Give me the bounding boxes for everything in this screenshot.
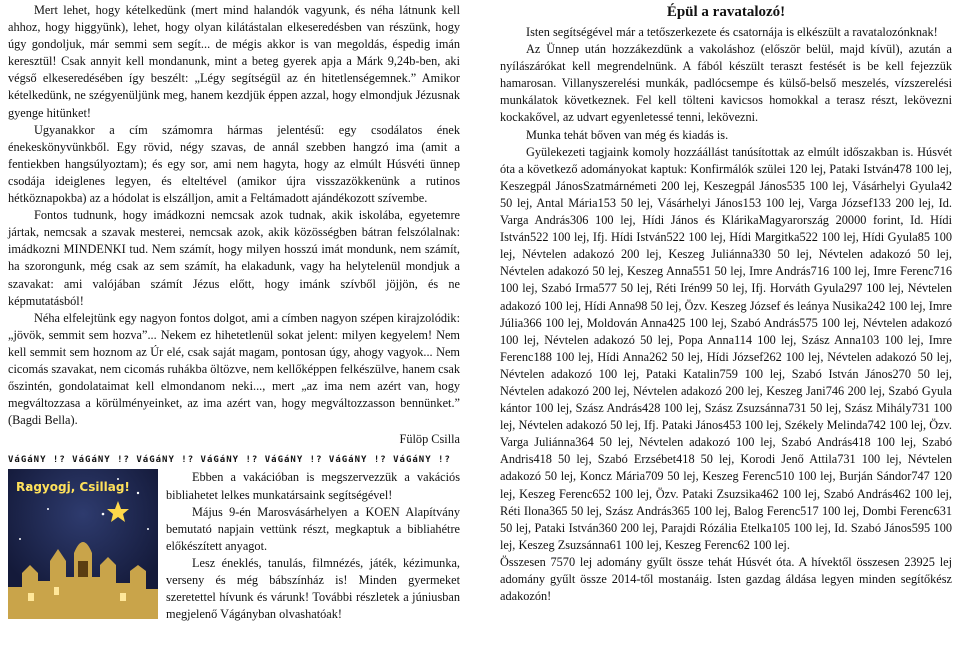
paragraph-title-meaning: Ugyanakkor a cím számomra hármas jelentésű: egy csodálatos ének énekeskönyvünkből. Egy rövid, négy szavas, de annál szebben hangzó ima (amit a fentiekben hangsúlyoztam); és egy sor, ami nem hagyta, hogy az elmúlt Húsvéti ünnep csodája ideiglenes legyen, és elteltével (amikor újra visszazökkenünk a rutinos hétköznapokba) az a hódolat is elszálljon, amit a Feltámadott ajándékozott szívembe. [8,122,460,206]
paragraph-bringing-nothing: Néha elfelejtünk egy nagyon fontos dolgot, ami a címben nagyon szépen kirajzolódik: „jövök, semmit sem hozva”... Nekem ez hihetetlenül sokat jelent: milyen kegyelem! Nem kell semmit sem hoznom az Úr elé, csak saját magam, pontosan úgy, ahogy vagyok... Nem cicomás szavakat, nem cicomás ruhákba öltözve, nem kellőképpen felkészülve, hanem csak őszintén, gondolataimat kell elmondanom neki..., mert „az ima nem azért van, hogy megváltozzasa a körülményeinket, az ima azért van, hogy megváltozzasson bennünket.” (Bagdi Bella). [8,310,460,428]
vagany-banner-strip: VáGáNY !? VáGáNY !? VáGáNY !? VáGáNY !? VáGáNY !? VáGáNY !? VáGáNY !? [8,455,451,466]
paragraph-donations: Gyülekezeti tagjaink komoly hozzáállást tanúsítottak az elmúlt időszakban is. Húsvét óta a következő adományokat kaptuk: Konfirmálók szülei 120 lej, Pataki István478 100 lej, Keszegpál JánosSzatmárnémeti 200 lej, Keszegpál János535 100 lej, Vásárhelyi Gyula42 50 lej, Antal Mária153 50 lej, Vásárhelyi János153 100 lej, Varga József133 200 lej, Id. Varga András306 100 lej, Hídi János és KlárikaMagyarország 20000 forint, Id. Hídi István522 100 lej, Ifj. Hídi István522 100 lej, Hídi Margitka522 100 lej, Hídi Gyula85 100 lej, Névtelen adakozó 200 lej, Keszeg Juliánna330 50 lej, Névtelen adakozó 50 lej, Névtelen adakozó 50 lej, Keszeg Anna551 50 lej, Imre András716 100 lej, Imre Ferenc716 100 lej, Szabó Irma577 50 lej, Réti Irén99 50 lej, Ifj. Horváth Gyula297 100 lej, Névtelen adakozó 100 lej, Hídi Anna98 50 lej, Özv. Keszeg József és leánya Nusika242 100 lej, Imre Júlia366 100 lej, Moldován Anna425 100 lej, Szabó András575 100 lej, Névtelen adakozó 100 lej, Névtelen adakozó 50 lej, Popa Anna114 100 lej, Szász Anna103 100 lej, Imre Ferenc188 100 lej, Hídi Anna262 50 lej, Hídi József262 100 lej, Névtelen adakozó 50 lej, Névtelen adakozó 100 lej, Pataki Katalin759 100 lej, Szabó István János270 50 lej, Névtelen adakozó 200 lej, Névtelen adakozó 200 lej, Keszeg Jani746 200 lej, Szabó Gyula kántor 100 lej, Szász András428 100 lej, Szász Zsuzsánna731 50 lej, Szász Mihály731 100 lej, Névtelen adakozó 50 lej, Ifj. Pataki János453 100 lej, Székely Melinda742 100 lej, Özv. Varga Juliánna364 50 lej, Névtelen adakozó 100 lej, Szabó András418 100 lej, Szabó Andris418 50 lej, Szabó Erzsébet418 50 lej, Korodi Jenő Attila731 100 lej, Névtelen adakozó 50 lej, Koncz Mária709 50 lej, Keszeg Ferenc510 100 lej, Burján Sándor747 120 lej, Keszeg Ferenc652 100 lej, Özv. Pataki Zsuzsika462 100 lej, Szabó András462 100 lej, Réti Ilona365 50 lej, Szász András365 100 lej, Balog Ferenc517 100 lej, Dombi Ferenc631 50 lej, Pataki István360 200 lej, Parajdi Rózália Etelka105 100 lej, Id. Szabó János595 100 lej, Keszeg Zsuzsánna61 100 lej, Keszeg Ferenc62 100 lej. [500,144,952,552]
author-signature: Fülöp Csilla [399,432,460,447]
right-column [500,2,952,605]
paragraph-vacation-bible-week: Ebben a vakációban is megszervezzük a vakációs bibliahetet lelkes munkatársaink segítségével! [166,470,460,502]
ragyogj-csillag-illustration [8,469,158,619]
paragraph-koen-foundation: Május 9-én Marosvásárhelyen a KOEN Alapítvány bemutató napjain vettünk részt, megkaptuk a bibliahétre előkészített anyagot. [166,504,460,553]
paragraph-next-works: Az Ünnep után hozzákezdünk a vakoláshoz (először belül, majd kívül), azután a nyílászárókat kell megrendelnünk. A fából készült teraszt festését is be kell fejezzük hamarosan. Villanyszerelési munkák, padlócsempe és külső-belső meszelés, vízszerelési munkálatok következnek. Fel kell tölteni kavicsos homokkal a terasz részt, lekövezni kockakővel, az udvart egyenletessé tenni, lekövezni. [500,42,952,125]
bible-week-text [166,469,460,623]
left-column [8,2,460,623]
illustration-caption: Ragyogj, Csillag! [16,480,130,495]
paragraph-work-ahead: Munka tehát bőven van még és kiadás is. [526,127,729,142]
bible-week-block [8,469,460,623]
article-title: Épül a ravatalozó! [666,4,786,20]
paragraph-doubt: Mert lehet, hogy kételkedünk (mert mind halandók vagyunk, és néha látnunk kell ahhoz, hogy higgyünk), lehet, hogy olyan kilátástalan elkeseredésben van részünk, hogy úgy gondoljuk, már semmi sem segít... de mégis akkor is van megoldás, éspedig imán keresztül! Csak annyit kell mondanunk, mint a beteg gyerek apja a Márk 9,24b-ben, aki végső elkeseredésében így beszélt: „Légy segítségül az én hitetlenségemnek.” Amikor kételkedünk, ne szégyenüljünk meg, hanem kezdjük éppen azzal, hogy elmondjuk Jézusnak gyenge hitünket! [8,3,460,120]
paragraph-total: Összesen 7570 lej adomány gyűlt össze tehát Húsvét óta. A hívektől összesen 23925 lej adomány gyűlt össze 2014-től mostanáig. Isten gazdag áldása legyen minden segítőkész adakozón! [500,554,952,604]
paragraph-program-invite: Lesz éneklés, tanulás, filmnézés, játék, kézimunka, verseny és még bábszínház is! Minden gyermeket szeretettel hívunk és várunk! További részletek a júniusban megjelenő Vágányban olvashatóak! [166,555,460,622]
paragraph-everyone-prays: Fontos tudnunk, hogy imádkozni nemcsak azok tudnak, akik iskolába, egyetemre jártak, nemcsak a szavak mesterei, nemcsak azok, akik közösségben bátran felszólalnak: imádkozni MINDENKI tud. Nem számít, hogy milyen hosszú imát mondunk, nem számít, ha szorongunk, még csak az sem számít, ha elakadunk, vagy ha helytelenül mondjuk a szavakat: ami valójában számít Jézus előtt, hogy imánk szívből jöjjön, és ne képmutatásból! [8,208,460,308]
paragraph-roof-done: Isten segítségével már a tetőszerkezete és csatornája is elkészült a ravatalozónknak! [526,25,938,39]
